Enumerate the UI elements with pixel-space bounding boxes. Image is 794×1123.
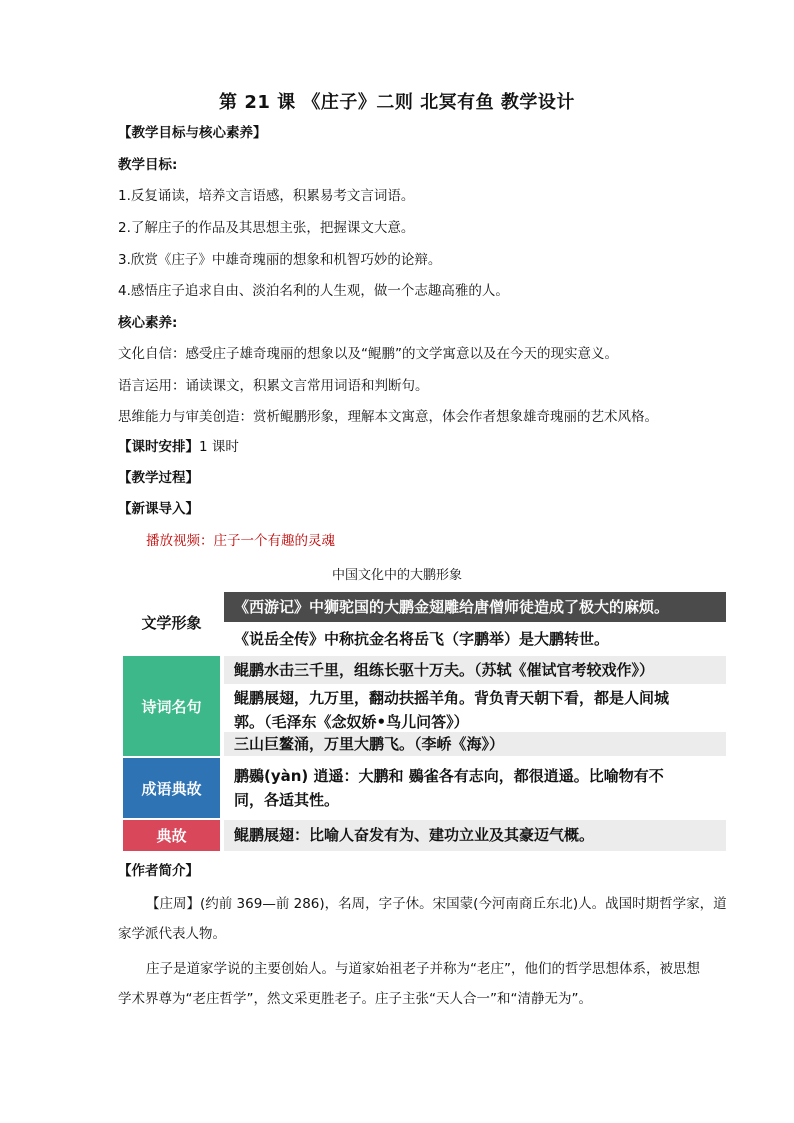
table-row: 三山巨鳌涌，万里大鹏飞。（李峤《海》）: [224, 732, 726, 756]
table-caption: 中国文化中的大鹏形象: [331, 568, 462, 583]
paragraph-line: 学术界尊为“老庄哲学”，然文采更胜老子。庄子主张“天人合一”和“清静无为”。: [118, 991, 592, 1007]
schedule-line: [118, 438, 239, 456]
video-line: 播放视频：庄子一个有趣的灵魂: [146, 533, 335, 549]
paragraph-line: [118, 889, 727, 919]
author-name: 【庄周】: [146, 896, 200, 912]
author-paragraph-2: [118, 954, 718, 1014]
table-row: [224, 686, 726, 732]
core-item: 文化自信：感受庄子雄奇瑰丽的想象以及“鲲鹏”的文学寓意以及在今天的现实意义。: [118, 346, 618, 362]
goal-item: 2.了解庄子的作品及其思想主张，把握课文大意。: [118, 220, 415, 236]
table-row-line: 同，各适其性。: [234, 791, 340, 809]
goal-item: 1.反复诵读，培养文言语感，积累易考文言词语。: [118, 188, 415, 204]
goal-item: 3.欣赏《庄子》中雄奇瑰丽的想象和机智巧妙的论辩。: [118, 252, 442, 268]
category-poetry: 诗词名句: [123, 656, 220, 756]
author-heading: 【作者简介】: [118, 863, 199, 879]
category-idiom: 成语典故: [123, 758, 220, 818]
core-label: 核心素养:: [118, 315, 178, 331]
paragraph-line: 庄子是道家学说的主要创始人。与道家始祖老子并称为“老庄”，他们的哲学思想体系，被思想: [146, 961, 700, 977]
teaching-goals-label: 教学目标:: [118, 157, 178, 173]
table-row: 鲲鹏水击三千里，组练长驱十万夫。（苏轼《催试官考较戏作》）: [224, 656, 726, 684]
table-row: [224, 760, 726, 816]
goal-item: 4.感悟庄子追求自由、淡泊名利的人生观，做一个志趣高雅的人。: [118, 283, 509, 299]
table-row: 鲲鹏展翅：比喻人奋发有为、建功立业及其豪迈气概。: [224, 820, 726, 851]
schedule-heading: 【课时安排】: [118, 439, 199, 455]
goals-heading: 【教学目标与核心素养】: [118, 125, 267, 141]
paragraph-line: 家学派代表人物。: [118, 926, 226, 942]
category-allusion: 典故: [123, 820, 220, 851]
table-row-line: 鲲鹏展翅，九万里，翻动扶摇羊角。背负青天朝下看，都是人间城: [234, 689, 670, 707]
author-paragraph-1: [118, 889, 727, 949]
schedule-value: 1 课时: [199, 439, 239, 455]
paragraph-text: (约前 369—前 286)，名周，字子休。宋国蒙(今河南商丘东北)人。战国时期哲学家，道: [200, 896, 727, 912]
category-literary: 文学形象: [141, 613, 202, 632]
table-row: 《西游记》中狮驼国的大鹏金翅雕给唐僧师徒造成了极大的麻烦。: [224, 592, 726, 622]
table-row-line: 郭。（毛泽东《念奴娇•鸟儿问答》）: [234, 713, 469, 731]
table-row-line: 鹏鷃(yàn) 逍遥：大鹏和 鷃雀各有志向，都很逍遥。比喻物有不: [234, 767, 664, 785]
core-item: 语言运用：诵读课文，积累文言常用词语和判断句。: [118, 378, 429, 394]
core-item: 思维能力与审美创造：赏析鲲鹏形象，理解本文寓意，体会作者想象雄奇瑰丽的艺术风格。: [118, 409, 658, 425]
intro-heading: 【新课导入】: [118, 501, 199, 517]
process-heading: 【教学过程】: [118, 470, 199, 486]
table-row: 《说岳全传》中称抗金名将岳飞（字鹏举）是大鹏转世。: [234, 630, 610, 648]
document-title: 第 21 课 《庄子》二则 北冥有鱼 教学设计: [219, 92, 575, 113]
